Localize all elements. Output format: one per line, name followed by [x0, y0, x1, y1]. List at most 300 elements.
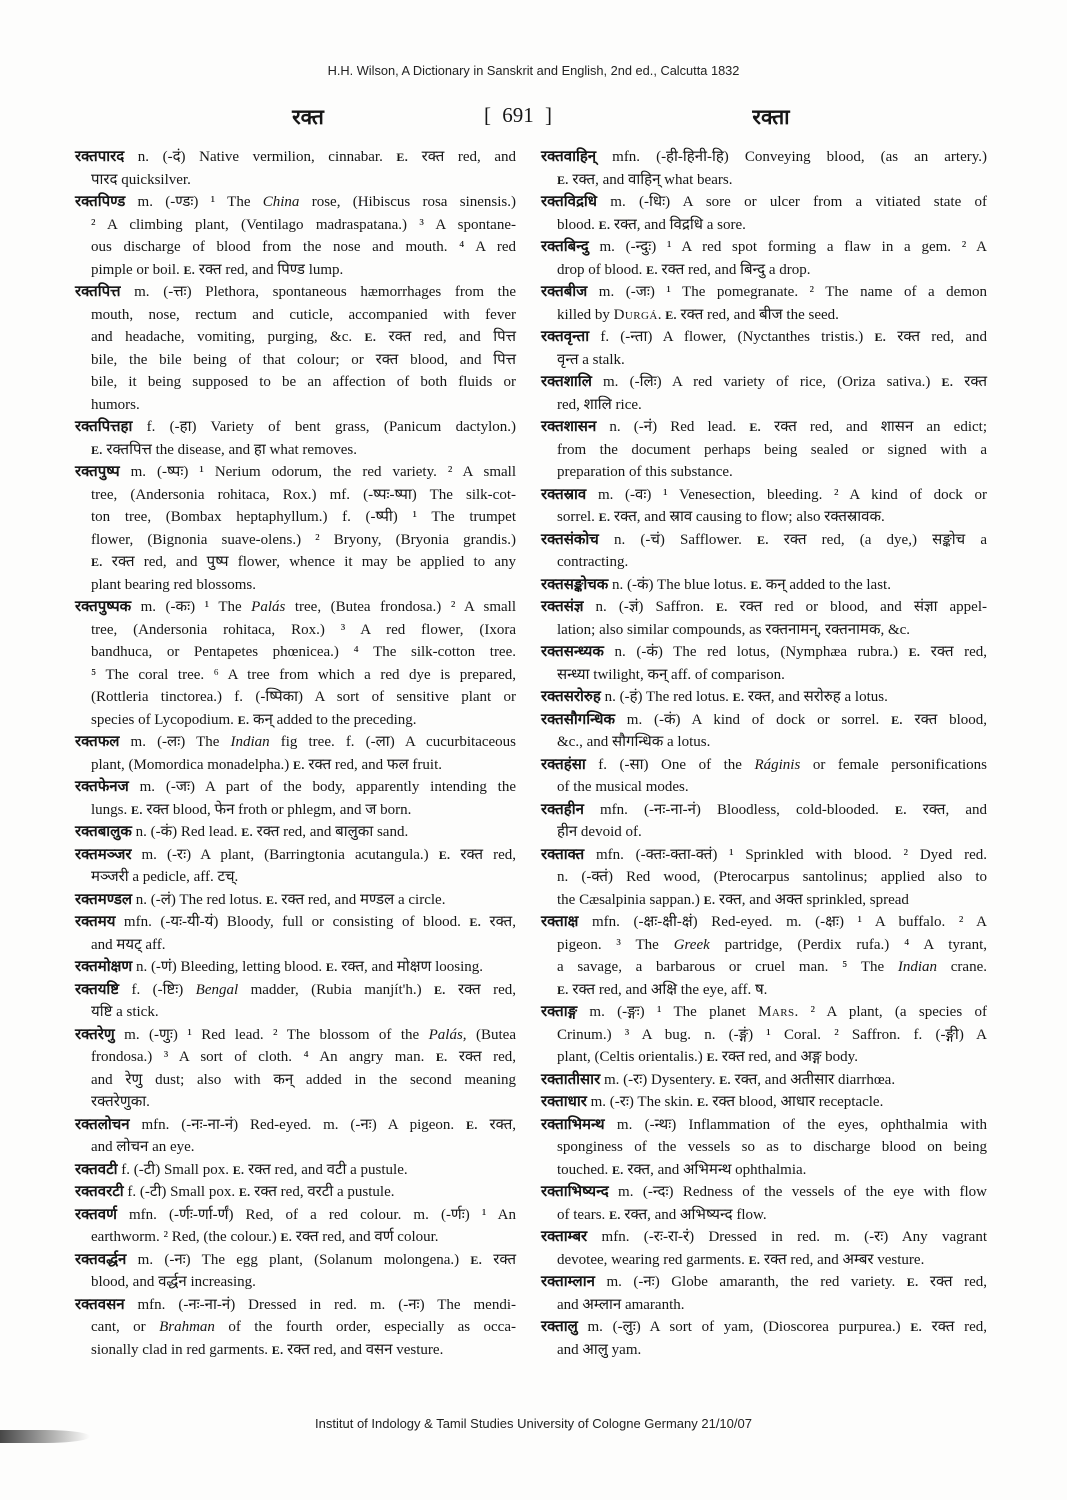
headword: रक्तस्राव: [541, 486, 587, 503]
headword: रक्तालु: [541, 1319, 578, 1335]
line-text: [91, 1339, 443, 1362]
text-run: .: [657, 306, 666, 323]
entry-continuation-line: [75, 259, 516, 282]
line-text: [541, 1114, 987, 1137]
line-text: [557, 259, 811, 282]
text-run: from the document perhaps being sealed or signed with a: [557, 441, 987, 458]
line-text: [75, 1024, 516, 1047]
etymology-marker: E.: [557, 982, 569, 997]
text-run: mfn. (-यः-यी-यं) Bloody, full or consisting of blood.: [115, 914, 470, 930]
entry-first-line: [75, 1294, 516, 1317]
entry-first-line: [541, 191, 987, 214]
line-text: [541, 709, 987, 732]
line-text: [541, 484, 987, 507]
headword: रक्तपित्त: [75, 284, 121, 300]
text-run: mfn. (-नः-ना-नं) Bloodless, cold-blooded.: [583, 801, 896, 818]
dictionary-entry: [75, 1249, 516, 1294]
line-text: [75, 1249, 516, 1272]
line-text: [541, 236, 987, 259]
dictionary-entry: [541, 686, 987, 709]
line-text: [91, 439, 357, 462]
headword: रक्तवरटी: [75, 1184, 124, 1200]
headword: रक्तविद्रधि: [541, 194, 598, 210]
etymology-marker: E.: [266, 892, 278, 907]
text-run: यष्टि a stick.: [91, 1004, 159, 1020]
line-text: [541, 326, 987, 349]
dictionary-entry: [541, 709, 987, 754]
headword: रक्तसंज्ञ: [541, 599, 584, 615]
dictionary-entry: [541, 574, 987, 597]
dictionary-entry: [75, 911, 516, 956]
etymology-marker: E.: [611, 1162, 624, 1177]
entry-first-line: [75, 956, 516, 979]
entry-first-line: [75, 461, 516, 484]
line-text: [541, 686, 888, 709]
headword: रक्ताक्त: [541, 846, 585, 863]
line-text: [557, 1294, 685, 1317]
text-run: रक्त red or blood, and संज्ञा appel-: [727, 599, 987, 615]
text-run: वृन्त a stalk.: [557, 351, 625, 368]
line-text: [557, 1339, 641, 1362]
dictionary-entry: [541, 1226, 987, 1271]
etymology-marker: E.: [609, 1207, 621, 1222]
text-run: or female personifications: [800, 756, 987, 773]
headword: रक्तवाहिन्: [541, 149, 597, 165]
dictionary-entry: [75, 1204, 516, 1249]
line-text: [557, 956, 987, 979]
entry-first-line: [541, 641, 987, 664]
text-run: रक्त, and विद्रधि a sore.: [610, 216, 746, 233]
text-run: रक्त red, and अङ्ग body.: [718, 1049, 858, 1065]
text-run: mfn. (-क्षः-क्षी-क्षं) Red-eyed. m. (-क्षः) ¹ A buffalo. ² A: [578, 914, 987, 930]
dictionary-entry: [75, 889, 516, 912]
etymology-marker: E.: [749, 420, 761, 434]
line-text: [91, 709, 417, 732]
entry-continuation-line: [75, 619, 516, 642]
line-text: [91, 641, 516, 664]
entry-first-line: [75, 1249, 516, 1272]
text-run: f. (-ष्टिः): [119, 981, 196, 998]
line-text: [91, 484, 516, 507]
line-text: [557, 349, 625, 372]
dictionary-entry: [75, 1294, 516, 1362]
etymology-marker: E.: [438, 847, 451, 862]
text-run: lation; also similar compounds, as रक्तनामन्, रक्तनामक, &c.: [557, 621, 911, 638]
text-run: रक्त blood,: [902, 711, 987, 728]
headword: रक्तपुष्प: [75, 464, 120, 480]
text-run: रक्त red,: [918, 1274, 987, 1290]
line-text: [557, 214, 746, 237]
entry-continuation-line: [75, 326, 516, 349]
text-run: m. (-नः) The egg plant, (Solanum molongena.): [126, 1251, 471, 1268]
headword: रक्तसङ्कोचक: [541, 576, 609, 593]
text-run: the Cæsalpinia sappan.): [557, 891, 704, 908]
entry-continuation-line: [75, 866, 516, 889]
entry-continuation-line: [75, 1091, 516, 1114]
line-text: [557, 821, 642, 844]
line-text: [541, 596, 987, 619]
entry-first-line: [541, 844, 987, 867]
text-run: frondosa.) ³ A sort of cloth. ⁴ An angry man.: [91, 1049, 436, 1065]
text-run: Crinum.) ³ A bug. n. (-ङ्गं) ¹ Coral. ² Saffron. f. (-ङ्गी) A: [557, 1026, 987, 1043]
text-run: touched.: [557, 1161, 612, 1178]
line-text: [557, 506, 885, 529]
text-run: रक्त, and अभिष्यन्द flow.: [620, 1206, 767, 1223]
text-run: m. (-लुः) A sort of yam, (Dioscorea purpurea.): [577, 1319, 911, 1335]
dictionary-entry: [541, 1001, 987, 1069]
text-run: m. (-त्तः) Plethora, spontaneous hæmorrhages from the: [120, 284, 516, 300]
line-text: [91, 1271, 256, 1294]
text-run: f. (-सा) One of the: [585, 756, 755, 773]
text-run: रक्त red, and: [408, 149, 516, 165]
entry-first-line: [75, 1204, 516, 1227]
line-text: [541, 754, 987, 777]
text-run: m. (-लिः) A red variety of rice, (Oriza sativa.): [591, 374, 942, 390]
etymology-marker: E.: [396, 150, 409, 164]
line-text: [75, 979, 516, 1002]
text-run: lungs.: [91, 801, 132, 818]
line-text: [541, 1069, 895, 1092]
entry-continuation-line: [75, 1339, 516, 1362]
dictionary-entry: [541, 1181, 987, 1226]
text-run: हीन devoid of.: [557, 824, 642, 840]
text-run: and लोचन an eye.: [91, 1139, 195, 1155]
scan-smudge: [0, 1430, 90, 1443]
text-run: रक्त red, and बिन्दु a drop.: [657, 261, 811, 278]
text-run: ² A climbing plant, (Ventilago madraspatana.) ³ A spontane-: [91, 216, 516, 233]
entry-continuation-line: [75, 754, 516, 777]
etymology-marker: E.: [237, 712, 250, 727]
headword: रक्ताम्लान: [541, 1274, 595, 1290]
text-run: partridge, (Perdix rufa.) ⁴ A tyrant,: [709, 936, 987, 953]
entry-first-line: [541, 709, 987, 732]
line-text: [91, 754, 442, 777]
line-text: [541, 799, 987, 822]
headword: रक्तसन्ध्यक: [541, 644, 604, 660]
entry-first-line: [541, 529, 987, 552]
text-run: bile, it being supposed to be an affection of both fluids or: [91, 374, 516, 390]
text-run: रक्त red,: [445, 981, 517, 998]
headword: रक्तमय: [75, 914, 116, 930]
dictionary-entry: [75, 281, 516, 416]
dictionary-entry: [75, 979, 516, 1024]
text-run: कन् added to the preceding.: [249, 711, 417, 728]
etymology-marker: E.: [891, 712, 903, 727]
headword: रक्तमञ्जर: [75, 846, 132, 863]
text-run: blood, and वर्द्धन increasing.: [91, 1274, 256, 1290]
text-run: plant, (Celtis orientalis.): [557, 1049, 707, 1065]
line-text: [557, 169, 732, 192]
etymology-marker: E.: [232, 1162, 245, 1177]
text-run: रक्त red,: [447, 1049, 516, 1065]
dictionary-entry: [541, 911, 987, 1001]
text-run: रक्त red, and मण्डल a circle.: [277, 891, 446, 908]
text-run: tree, (Andersonia rohitaca, Rox.) ³ A red flower, (Ixora: [91, 621, 516, 638]
line-text: [541, 1226, 987, 1249]
text-run: earthworm. ² Red, (the colour.): [91, 1229, 281, 1245]
text-run: रक्तपित्त the disease, and हा what removes.: [102, 441, 357, 458]
entry-continuation-line: [75, 349, 516, 372]
entry-first-line: [75, 281, 516, 304]
line-text: [91, 506, 516, 529]
italic-term: Palás,: [428, 1026, 467, 1043]
running-head-right: रक्ता: [752, 105, 790, 129]
entry-continuation-line: [541, 1339, 987, 1362]
entry-first-line: [75, 1024, 516, 1047]
line-text: [541, 191, 987, 214]
text-run: m. (-रः) The skin.: [586, 1094, 697, 1110]
text-run: m. (-नः) Globe amaranth, the red variety.: [594, 1274, 907, 1290]
italic-term: China: [262, 194, 300, 210]
text-run: m. (-ण्डः) ¹ The: [125, 194, 263, 210]
entry-continuation-line: [75, 236, 516, 259]
line-text: [75, 416, 516, 439]
dictionary-entry: [75, 191, 516, 281]
text-run: m. (-न्थः) Inflammation of the eyes, ophthalmia with: [604, 1116, 987, 1133]
text-run: रक्त red, (a dye,) सङ्कोच a: [768, 531, 987, 548]
text-run: रक्त red, and फल fruit.: [304, 756, 442, 773]
text-run: रक्त red, and वसन vesture.: [283, 1341, 444, 1358]
text-run: n. (-क्तं) Red wood, (Pterocarpus santolinus; applied also to: [557, 869, 987, 885]
line-text: [557, 1024, 987, 1047]
etymology-marker: E.: [325, 960, 338, 974]
line-text: [91, 1136, 195, 1159]
line-text: [557, 619, 910, 642]
dictionary-entry: [541, 416, 987, 484]
left-column: [75, 146, 516, 1361]
dictionary-entry: [75, 146, 516, 191]
text-run: of the musical modes.: [557, 779, 689, 795]
line-text: [75, 1159, 408, 1182]
headword: रक्तपुष्पक: [75, 599, 132, 615]
text-run: contracting.: [557, 554, 629, 570]
entry-first-line: [541, 146, 987, 169]
small-caps-name: Durgá: [613, 306, 658, 323]
headword: रक्तवर्ण: [75, 1206, 117, 1223]
entry-first-line: [541, 416, 987, 439]
text-run: fig tree. f. (-ला) A cucurbitaceous: [269, 734, 517, 750]
entry-continuation-line: [75, 1046, 516, 1069]
line-text: [91, 259, 343, 282]
line-text: [91, 371, 516, 394]
text-run: m. (-न्दः) Redness of the vessels of the eye with flow: [608, 1184, 987, 1200]
line-text: [541, 844, 987, 867]
text-run: रक्त, and अभिमन्थ ophthalmia.: [623, 1161, 807, 1178]
text-run: रक्त, and अक्त sprinkled, spread: [715, 891, 909, 908]
entry-first-line: [75, 889, 516, 912]
text-run: drop of blood.: [557, 261, 647, 278]
line-text: [91, 934, 166, 957]
entry-first-line: [541, 1316, 987, 1339]
entry-continuation-line: [541, 1294, 987, 1317]
line-text: [557, 394, 642, 417]
dictionary-entry: [75, 956, 516, 979]
dictionary-entry: [541, 326, 987, 371]
text-run: bandhuca, or Pentapetes phœnicea.) ⁴ The silk-cotton tree.: [91, 644, 516, 660]
text-run: रक्त red, and बीज the seed.: [676, 306, 839, 323]
text-run: रक्त red, and पित्त: [376, 329, 516, 345]
entry-continuation-line: [541, 956, 987, 979]
text-run: n. (-दं) Native vermilion, cinnabar.: [124, 149, 397, 165]
text-run: ous discharge of blood from the nose and mouth. ⁴ A red: [91, 239, 516, 255]
dictionary-entry: [541, 1091, 987, 1114]
text-run: crane.: [937, 959, 987, 975]
entry-first-line: [75, 596, 516, 619]
dictionary-entry: [541, 281, 987, 326]
text-run: कन् added to the last.: [761, 576, 891, 593]
text-run: . ² A plant, (a species of: [794, 1004, 987, 1020]
headword: रक्तलोचन: [75, 1116, 130, 1133]
line-text: [541, 281, 987, 304]
headword: रक्तवसन: [75, 1296, 125, 1313]
text-run: bile, the bile being of that colour; or रक्त blood, and पित्त: [91, 351, 516, 368]
text-run: n. (-ज्ञं) Saffron.: [583, 599, 716, 615]
etymology-marker: E.: [598, 217, 611, 232]
line-text: [557, 461, 733, 484]
dictionary-entry: [75, 844, 516, 889]
text-run: रक्त red, and: [886, 329, 987, 345]
entry-continuation-line: [75, 214, 516, 237]
entry-continuation-line: [541, 214, 987, 237]
entry-first-line: [75, 416, 516, 439]
line-text: [557, 1249, 924, 1272]
text-run: रक्त red, and बालुका sand.: [252, 824, 409, 840]
headword: रक्तरेणु: [75, 1026, 115, 1043]
etymology-marker: E.: [280, 1230, 293, 1244]
line-text: [541, 1316, 987, 1339]
text-run: pimple or boil.: [91, 261, 184, 278]
line-text: [91, 619, 516, 642]
text-run: रक्त red,: [921, 1319, 987, 1335]
text-run: devotee, wearing red garments.: [557, 1251, 749, 1268]
italic-term: Greek: [673, 936, 710, 953]
entry-continuation-line: [75, 484, 516, 507]
text-run: m. (-ङ्गः) ¹ The planet: [577, 1004, 759, 1020]
line-text: [75, 1294, 516, 1317]
entry-continuation-line: [75, 304, 516, 327]
line-text: [557, 1046, 858, 1069]
text-run: mouth, nose, rectum and cuticle, accompanied with fever: [91, 306, 516, 323]
headword: रक्ताङ्ग: [541, 1004, 578, 1020]
entry-first-line: [75, 776, 516, 799]
etymology-marker: E.: [703, 892, 716, 907]
text-run: mfn. (-नः-ना-नं) Red-eyed. m. (-नः) A pigeon.: [129, 1116, 467, 1133]
entry-continuation-line: [75, 1226, 516, 1249]
line-text: [91, 1226, 439, 1249]
text-run: mfn. (-ही-हिनी-हि) Conveying blood, (as an artery.): [596, 149, 987, 165]
text-run: plant, (Momordica monadelpha.): [91, 756, 294, 773]
entry-first-line: [75, 821, 516, 844]
line-text: [557, 866, 987, 889]
dictionary-entry: [75, 1114, 516, 1159]
text-run: रक्त blood, फेन froth or phlegm, and ज born.: [142, 801, 412, 818]
page-number: [ 691 ]: [484, 103, 552, 127]
entry-continuation-line: [75, 709, 516, 732]
text-run: and headache, vomiting, purging, &c.: [91, 329, 365, 345]
etymology-marker: E.: [895, 802, 907, 817]
entry-continuation-line: [541, 866, 987, 889]
text-run: sorrel.: [557, 509, 599, 525]
text-run: m. (-रः) A plant, (Barringtonia acutangula.): [131, 846, 439, 863]
line-text: [541, 146, 987, 169]
line-text: [91, 866, 238, 889]
entry-continuation-line: [541, 889, 987, 912]
entry-first-line: [541, 1114, 987, 1137]
etymology-marker: E.: [91, 442, 103, 457]
headword: रक्तहीन: [541, 801, 584, 818]
dictionary-entry: [75, 596, 516, 731]
entry-continuation-line: [541, 664, 987, 687]
italic-term: Indian: [230, 734, 270, 750]
line-text: [557, 934, 987, 957]
line-text: [75, 844, 516, 867]
headword: रक्तबिन्दु: [541, 239, 589, 255]
entry-continuation-line: [541, 1046, 987, 1069]
entry-continuation-line: [541, 304, 987, 327]
headword: रक्तहंसा: [541, 756, 586, 773]
headword: रक्तवर्द्धन: [75, 1251, 127, 1268]
headword: रक्ताम्बर: [541, 1229, 588, 1245]
entry-first-line: [75, 731, 516, 754]
line-text: [91, 529, 516, 552]
text-run: preparation of this substance.: [557, 464, 733, 480]
text-run: &c., and सौगन्धिक a lotus.: [557, 734, 711, 750]
text-run: रक्त, and अतीसार diarrhœa.: [730, 1071, 896, 1088]
entry-first-line: [541, 1069, 987, 1092]
entry-first-line: [541, 281, 987, 304]
text-run: रक्त red, वरटी a pustule.: [250, 1184, 395, 1200]
line-text: [75, 1114, 516, 1137]
text-run: mfn. (-र्णः-र्णा-र्णं) Red, of a red colour. m. (-र्णः) ¹ An: [116, 1206, 516, 1223]
entry-continuation-line: [75, 1069, 516, 1092]
text-run: m. (-लः) The: [119, 734, 231, 750]
line-text: [557, 979, 767, 1002]
headword: रक्तातीसार: [541, 1071, 601, 1088]
text-run: n. (-णं) Bleeding, letting blood.: [132, 959, 326, 975]
line-text: [91, 574, 256, 597]
entry-first-line: [541, 574, 987, 597]
dictionary-entry: [541, 596, 987, 641]
text-run: रक्त: [482, 1251, 516, 1268]
headword: रक्ताक्ष: [541, 914, 579, 930]
entry-first-line: [75, 911, 516, 934]
dictionary-entry: [75, 1024, 516, 1114]
line-text: [91, 551, 516, 574]
etymology-marker: E.: [433, 982, 446, 997]
line-text: [91, 686, 516, 709]
headword: रक्तयष्टि: [75, 981, 120, 998]
line-text: [557, 776, 689, 799]
entry-first-line: [75, 844, 516, 867]
etymology-marker: E.: [941, 375, 954, 389]
line-text: [541, 641, 987, 664]
entry-continuation-line: [541, 979, 987, 1002]
text-run: m. (-णुः) ¹ Red lead. ² The blossom of the: [114, 1026, 429, 1043]
entry-first-line: [75, 191, 516, 214]
text-run: m. (-जः) ¹ The pomegranate. ² The name of a demon: [587, 284, 987, 300]
entry-continuation-line: [75, 551, 516, 574]
dictionary-entry: [75, 821, 516, 844]
entry-first-line: [75, 1114, 516, 1137]
text-run: tree, (Andersonia rohitaca, Rox.) mf. (-ष्पः-ष्पा) The silk-cot-: [91, 486, 516, 503]
text-run: mfn. (-नः-ना-नं) Dressed in red. m. (-नः) The mendi-: [124, 1296, 516, 1313]
text-run: rose, (Hibiscus rosa sinensis.): [299, 194, 516, 210]
line-text: [557, 1159, 806, 1182]
etymology-marker: E.: [91, 555, 103, 569]
entry-continuation-line: [541, 349, 987, 372]
headword: रक्तपिण्ड: [75, 194, 126, 210]
text-run: m. (-रः) Dysentery.: [600, 1071, 720, 1088]
